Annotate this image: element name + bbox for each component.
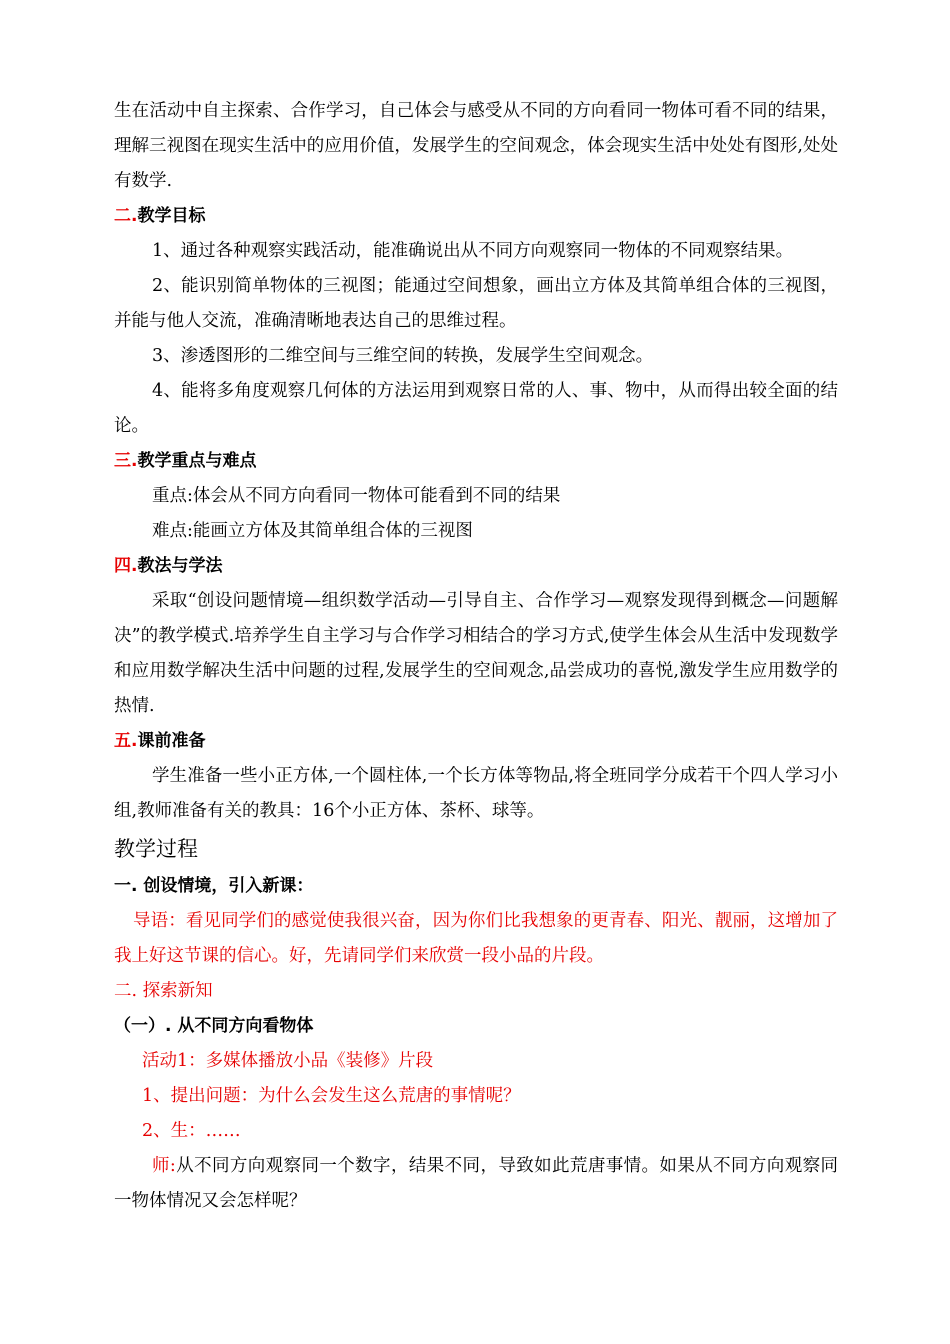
goal-item: 1、通过各种观察实践活动，能准确说出从不同方向观察同一物体的不同观察结果。 bbox=[152, 241, 794, 261]
step1-title: 一. 创设情境，引入新课： bbox=[114, 876, 314, 896]
section-number: 三. bbox=[114, 451, 138, 471]
focus-text: 重点:体会从不同方向看同一物体可能看到不同的结果 bbox=[152, 486, 561, 506]
question2-text: 2、生：…… bbox=[142, 1121, 241, 1141]
teacher-text: 从不同方向观察同一个数字，结果不同，导致如此荒唐事情。如果从不同方向观察同一物体情况又会怎样呢？ bbox=[114, 1156, 838, 1211]
teacher-paragraph bbox=[114, 1149, 838, 1219]
section-heading-goals bbox=[114, 199, 838, 234]
section-number: 二. bbox=[114, 206, 138, 226]
section-heading-key-points bbox=[114, 444, 838, 479]
goal-item: 3、渗透图形的二维空间与三维空间的转换，发展学生空间观念。 bbox=[152, 346, 654, 366]
goal-item: 2、能识别简单物体的三视图；能通过空间想象，画出立方体及其简单组合体的三视图，并能与他人交流，准确清晰地表达自己的思维过程。 bbox=[114, 276, 838, 331]
section-title: 课前准备 bbox=[137, 731, 206, 751]
section-title: 教法与学法 bbox=[137, 556, 223, 576]
process-title: 教学过程 bbox=[114, 837, 198, 861]
section-number: 四. bbox=[114, 556, 138, 576]
preparation-text: 学生准备一些小正方体,一个圆柱体,一个长方体等物品,将全班同学分成若干个四人学习小组,教师准备有关的教具：16个小正方体、茶杯、球等。 bbox=[114, 766, 838, 821]
sub1-title: （一）. 从不同方向看物体 bbox=[114, 1016, 314, 1036]
section-heading-preparation bbox=[114, 724, 838, 759]
question1-text: 1、提出问题：为什么会发生这么荒唐的事情呢？ bbox=[142, 1086, 521, 1106]
section-number: 五. bbox=[114, 731, 138, 751]
step2-title: 二. 探索新知 bbox=[114, 981, 213, 1001]
section-title: 教学目标 bbox=[137, 206, 206, 226]
section-title: 教学重点与难点 bbox=[137, 451, 257, 471]
document-content bbox=[114, 94, 838, 1219]
activity1-text: 活动1：多媒体播放小品《装修》片段 bbox=[142, 1051, 434, 1071]
intro-paragraph: 生在活动中自主探索、合作学习，自己体会与感受从不同的方向看同一物体可看不同的结果，理解三视图在现实生活中的应用价值，发展学生的空间观念，体会现实生活中处处有图形,处处有数学. bbox=[114, 101, 838, 191]
section-heading-methods bbox=[114, 549, 838, 584]
goal-item: 4、能将多角度观察几何体的方法运用到观察日常的人、事、物中，从而得出较全面的结论。 bbox=[114, 381, 838, 436]
teacher-label: 师: bbox=[152, 1156, 176, 1176]
difficulty-text: 难点:能画立方体及其简单组合体的三视图 bbox=[152, 521, 473, 541]
step1-text: 导语：看见同学们的感觉使我很兴奋，因为你们比我想象的更青春、阳光、靓丽，这增加了我上好这节课的信心。好，先请同学们来欣赏一段小品的片段。 bbox=[114, 911, 838, 966]
methods-text: 采取“创设问题情境—组织数学活动—引导自主、合作学习—观察发现得到概念—问题解决”的教学模式.培养学生自主学习与合作学习相结合的学习方式,使学生体会从生活中发现数学和应用数学解决生活中问题的过程,发展学生的空间观念,品尝成功的喜悦,激发学生应用数学的热情. bbox=[114, 591, 838, 716]
